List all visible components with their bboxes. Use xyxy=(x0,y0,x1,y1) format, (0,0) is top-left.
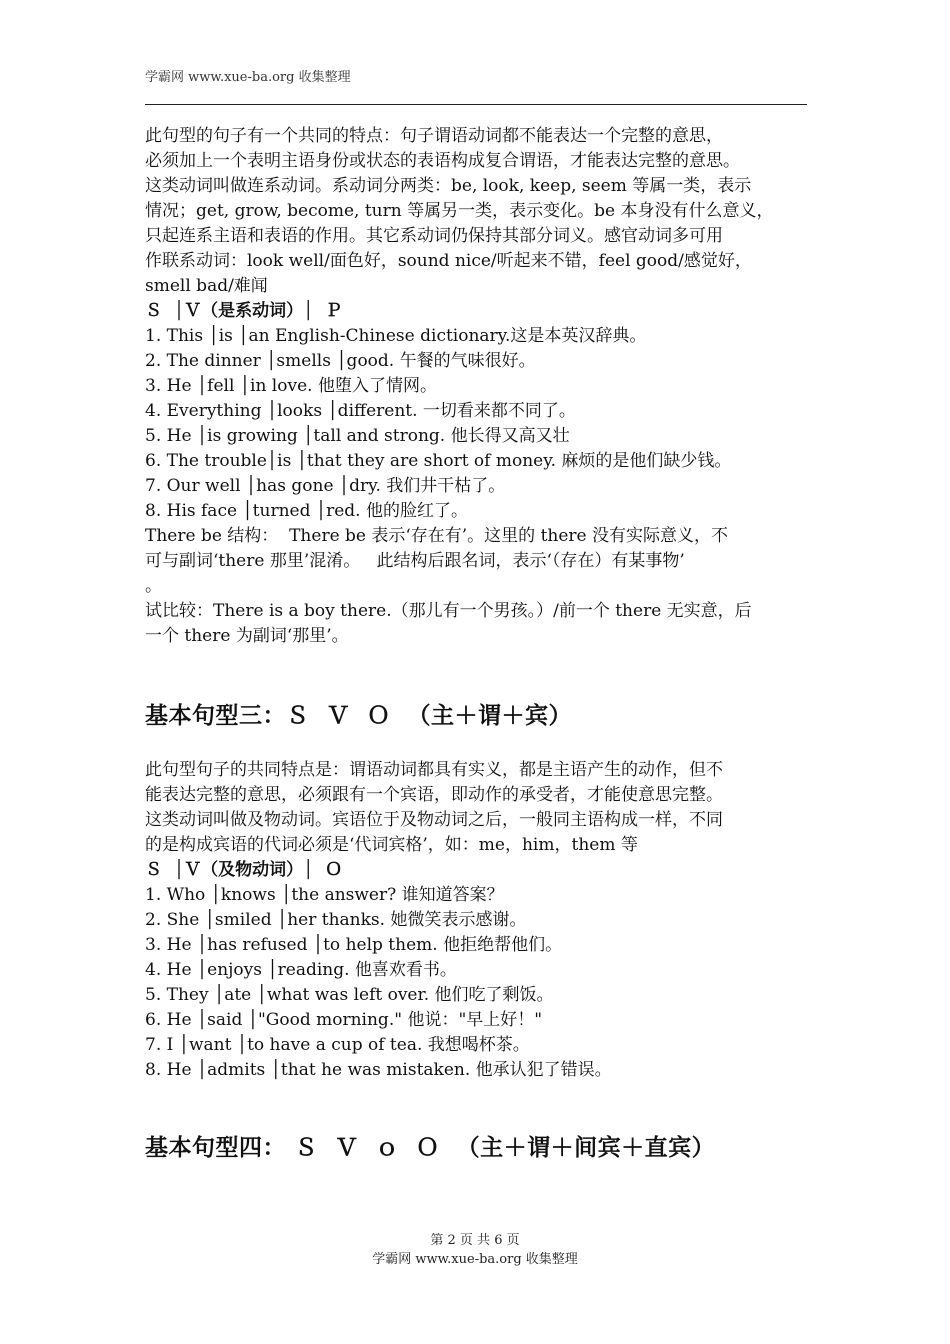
paragraph-line: smell bad/难闻 xyxy=(145,276,268,296)
paragraph-line: 这类动词叫做连系动词。系动词分两类：be, look, keep, seem 等属一类，表示 xyxy=(145,176,752,196)
paragraph-line: 的是构成宾语的代词必须是‘代词宾格’，如：me，him，them 等 xyxy=(145,835,638,855)
section3-heading: 基本句型三：Ｓ Ｖ Ｏ （主＋谓＋宾） xyxy=(145,702,573,729)
example-sentence: 4. He │enjoys │reading. 他喜欢看书。 xyxy=(145,960,457,980)
header-divider xyxy=(145,104,807,105)
sentence-pattern: Ｓ │Ｖ（及物动词）│ Ｏ xyxy=(145,860,343,880)
page-header: 学霸网 www.xue-ba.org 收集整理 xyxy=(145,70,351,85)
example-sentence: 8. He │admits │that he was mistaken. 他承认犯了错误。 xyxy=(145,1060,612,1080)
example-sentence: 8. His face │turned │red. 他的脸红了。 xyxy=(145,501,468,521)
example-sentence: 1. This │is │an English-Chinese dictionary.这是本英汉辞典。 xyxy=(145,326,647,346)
sentence-pattern: Ｓ │Ｖ（是系动词）│ Ｐ xyxy=(145,301,343,321)
paragraph-line: 一个 there 为副词‘那里’。 xyxy=(145,626,349,646)
there-be-note xyxy=(145,524,810,649)
paragraph-line: 。 xyxy=(145,576,162,596)
example-sentence: 3. He │has refused │to help them. 他拒绝帮他们。 xyxy=(145,935,563,955)
paragraph-line: 必须加上一个表明主语身份或状态的表语构成复合谓语，才能表达完整的意思。 xyxy=(145,151,740,171)
page-footer-source: 学霸网 www.xue-ba.org 收集整理 xyxy=(372,1252,578,1267)
paragraph-line: 作联系动词：look well/面色好，sound nice/听起来不错，feel good/感觉好， xyxy=(145,251,752,271)
example-sentence: 3. He │fell │in love. 他堕入了情网。 xyxy=(145,376,437,396)
paragraph-line: There be 结构： There be 表示‘存在有’。这里的 there 没有实际意义，不 xyxy=(145,526,729,546)
example-sentence: 7. Our well │has gone │dry. 我们井干枯了。 xyxy=(145,476,506,496)
example-sentence: 5. He │is growing │tall and strong. 他长得又高又壮 xyxy=(145,426,570,446)
paragraph-line: 试比较：There is a boy there.（那儿有一个男孩。）/前一个 there 无实意，后 xyxy=(145,601,752,621)
example-sentence: 6. He │said │"Good morning." 他说："早上好！" xyxy=(145,1010,543,1030)
section2-intro xyxy=(145,124,810,299)
example-sentence: 4. Everything │looks │different. 一切看来都不同了。 xyxy=(145,401,576,421)
page-number: 第 2 页 共 6 页 xyxy=(430,1233,520,1248)
paragraph-line: 可与副词‘there 那里’混淆。 此结构后跟名词，表示‘（存在）有某事物’ xyxy=(145,551,685,571)
paragraph-line: 只起连系主语和表语的作用。其它系动词仍保持其部分词义。感官动词多可用 xyxy=(145,226,723,246)
example-sentence: 2. She │smiled │her thanks. 她微笑表示感谢。 xyxy=(145,910,527,930)
example-sentence: 2. The dinner │smells │good. 午餐的气味很好。 xyxy=(145,351,536,371)
paragraph-line: 情况；get, grow, become, turn 等属另一类，表示变化。be 本身没有什么意义， xyxy=(145,201,774,221)
paragraph-line: 此句型句子的共同特点是：谓语动词都具有实义，都是主语产生的动作，但不 xyxy=(145,760,723,780)
section3-intro xyxy=(145,758,810,858)
paragraph-line: 此句型的句子有一个共同的特点：句子谓语动词都不能表达一个完整的意思， xyxy=(145,126,723,146)
page-content xyxy=(145,124,810,1160)
example-sentence: 5. They │ate │what was left over. 他们吃了剩饭。 xyxy=(145,985,554,1005)
paragraph-line: 这类动词叫做及物动词。宾语位于及物动词之后，一般同主语构成一样，不同 xyxy=(145,810,723,830)
example-sentence: 1. Who │knows │the answer? 谁知道答案？ xyxy=(145,885,504,905)
section3-examples xyxy=(145,883,810,1083)
paragraph-line: 能表达完整的意思，必须跟有一个宾语，即动作的承受者，才能使意思完整。 xyxy=(145,785,723,805)
example-sentence: 7. I │want │to have a cup of tea. 我想喝杯茶。 xyxy=(145,1035,530,1055)
section4-heading: 基本句型四： Ｓ Ｖ ｏ Ｏ （主＋谓＋间宾＋直宾） xyxy=(145,1134,716,1161)
section2-examples xyxy=(145,324,810,524)
example-sentence: 6. The trouble│is │that they are short of money. 麻烦的是他们缺少钱。 xyxy=(145,451,732,471)
